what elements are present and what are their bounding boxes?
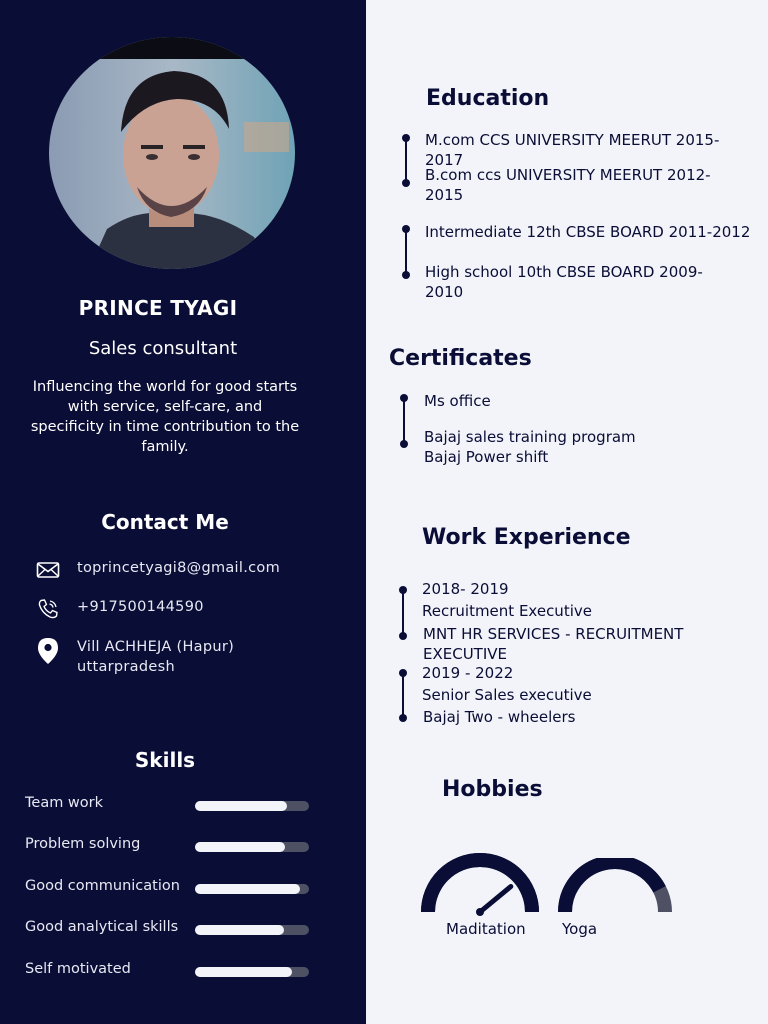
address-line-2: uttarpradesh: [77, 659, 175, 675]
hobby-label: Yoga: [562, 920, 598, 938]
sidebar: [0, 0, 366, 1024]
skill-label: Problem solving: [25, 836, 141, 852]
education-heading: Education: [426, 86, 550, 111]
work-company: EXECUTIVE: [423, 645, 508, 663]
profile-photo: [49, 37, 295, 269]
gauge-fill: [565, 862, 660, 912]
main-column: [366, 0, 768, 1024]
skill-label: Team work: [25, 795, 104, 811]
certificates-heading: Certificates: [389, 346, 532, 371]
skill-item: [25, 961, 310, 981]
education-item: B.com ccs UNIVERSITY MEERUT 2012- 2015: [425, 166, 711, 204]
timeline-line: [405, 138, 407, 182]
skill-bar-fill: [195, 842, 285, 852]
contact-phone[interactable]: [36, 597, 204, 621]
hobby-gauge-meditation: [420, 852, 540, 918]
profile-name: PRINCE TYAGI: [78, 296, 238, 320]
timeline-dot: [399, 714, 407, 722]
skill-bar-track: [195, 842, 309, 852]
timeline-dot: [400, 440, 408, 448]
education-item: M.com CCS UNIVERSITY MEERUT 2015- 2017: [425, 131, 720, 169]
work-period: 2018- 2019: [422, 580, 509, 598]
skill-bar-track: [195, 801, 309, 811]
skill-item: [25, 795, 310, 815]
skill-bar-track: [195, 884, 309, 894]
gauge-fill: [428, 860, 532, 912]
contact-address: [36, 637, 234, 677]
contact-email[interactable]: [36, 558, 280, 582]
profile-role: Sales consultant: [88, 338, 238, 359]
timeline-line: [402, 673, 404, 717]
certificate-item: Bajaj Power shift: [424, 448, 549, 466]
phone-text: +917500144590: [77, 599, 204, 615]
mail-icon: [36, 558, 60, 582]
timeline-line: [403, 398, 405, 442]
location-icon: [36, 637, 60, 661]
hobby-label: Maditation: [446, 920, 526, 938]
hobby-gauge-yoga: [555, 858, 675, 920]
timeline-line: [402, 590, 404, 634]
skill-bar-track: [195, 967, 309, 977]
work-item: [422, 663, 592, 727]
phone-icon: [36, 597, 60, 621]
education-item: High school 10th CBSE BOARD 2009- 2010: [425, 263, 703, 301]
work-item: [422, 579, 683, 664]
gauge-needle: [480, 887, 511, 913]
skill-label: Good communication: [25, 878, 180, 894]
education-item: Intermediate 12th CBSE BOARD 2011-2012: [425, 223, 751, 241]
work-company: Bajaj Two - wheelers: [423, 708, 576, 726]
contact-heading: Contact Me: [101, 510, 229, 534]
address-line-1: Vill ACHHEJA (Hapur): [77, 639, 235, 655]
skill-bar-fill: [195, 884, 300, 894]
certificate-item: Bajaj sales training program: [424, 428, 636, 446]
skills-heading: Skills: [134, 748, 196, 772]
skill-bar-fill: [195, 967, 292, 977]
timeline-line: [405, 229, 407, 273]
timeline-dot: [402, 179, 410, 187]
skill-item: [25, 836, 310, 856]
profile-bio: Influencing the world for good starts with service, self-care, and specificity in time contribution to the family.: [30, 379, 300, 455]
work-title: Recruitment Executive: [422, 602, 592, 620]
skill-bar-track: [195, 925, 309, 935]
certificate-item: Ms office: [424, 392, 491, 410]
work-heading: Work Experience: [422, 525, 631, 550]
work-company: MNT HR SERVICES - RECRUITMENT: [423, 625, 684, 643]
work-period: 2019 - 2022: [422, 664, 514, 682]
timeline-dot: [399, 632, 407, 640]
email-text: toprincetyagi8@gmail.com: [77, 560, 280, 576]
skill-label: Good analytical skills: [25, 919, 179, 935]
timeline-dot: [402, 271, 410, 279]
hobbies-heading: Hobbies: [442, 777, 543, 802]
skill-bar-fill: [195, 801, 287, 811]
skill-label: Self motivated: [25, 961, 131, 977]
skill-bar-fill: [195, 925, 284, 935]
skill-item: [25, 919, 310, 939]
skill-item: [25, 878, 310, 898]
work-title: Senior Sales executive: [422, 686, 592, 704]
